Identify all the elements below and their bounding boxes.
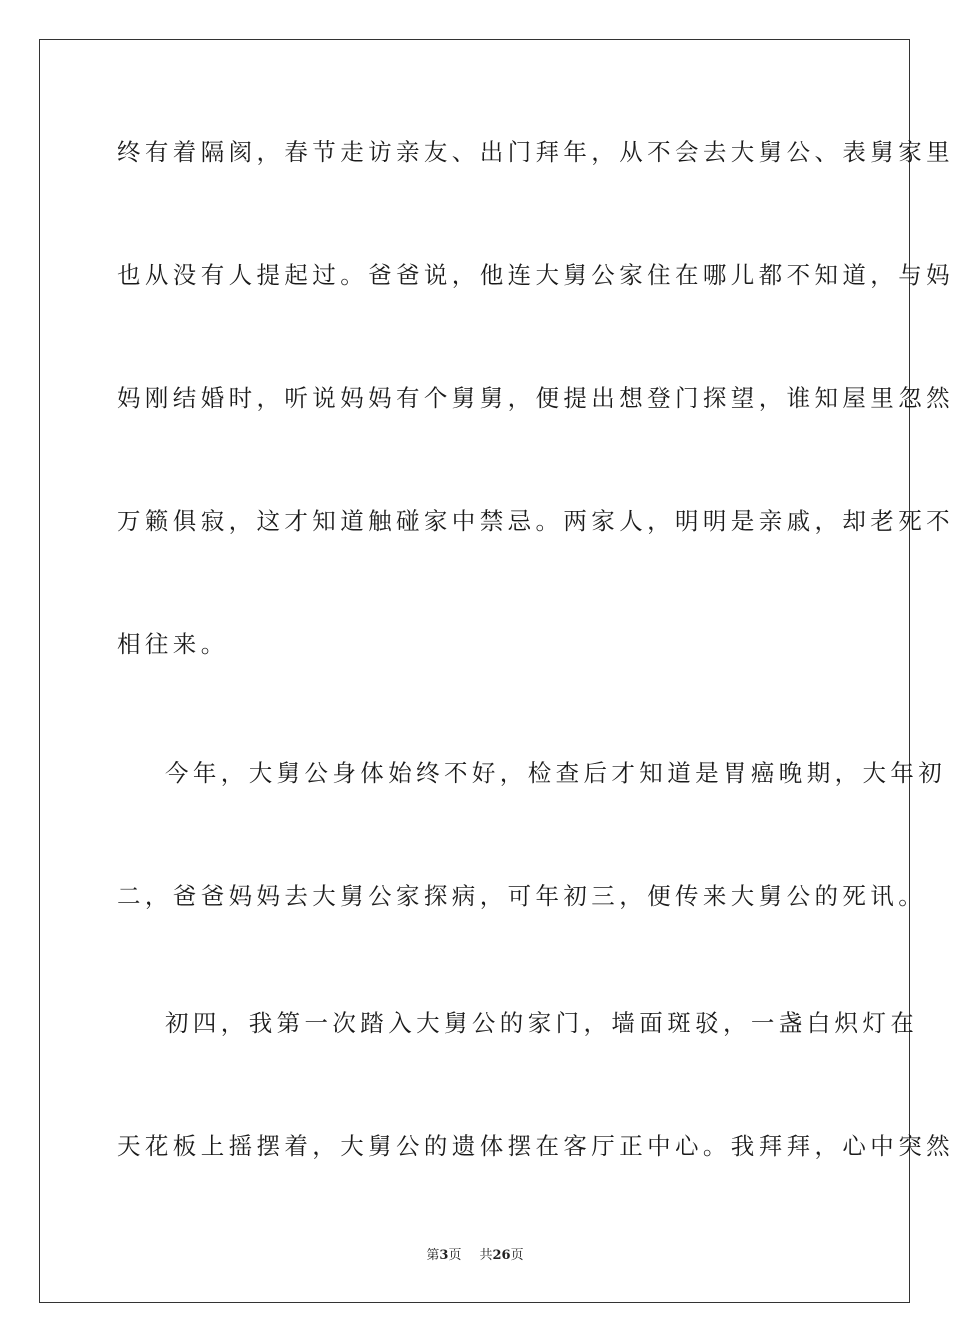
text-line: 天花板上摇摆着，大舅公的遗体摆在客厅正中心。我拜拜，心中突然 <box>117 1132 954 1160</box>
text-line: 今年，大舅公身体始终不好，检查后才知道是胃癌晚期，大年初 <box>165 759 947 787</box>
text-line: 二，爸爸妈妈去大舅公家探病，可年初三，便传来大舅公的死讯。 <box>117 882 927 910</box>
text-line: 妈刚结婚时，听说妈妈有个舅舅，便提出想登门探望，谁知屋里忽然 <box>117 384 954 412</box>
text-line: 终有着隔阂，春节走访亲友、出门拜年，从不会去大舅公、表舅家里 <box>117 138 954 166</box>
total-prefix: 共 <box>479 1248 493 1263</box>
text-line: 初四，我第一次踏入大舅公的家门，墙面斑驳，一盏白炽灯在 <box>165 1009 919 1037</box>
page-frame <box>39 39 954 1303</box>
page-prefix: 第 <box>426 1248 440 1263</box>
page-total: 26 <box>492 1248 511 1263</box>
page-current: 3 <box>439 1248 449 1263</box>
page-footer <box>0 1247 950 1265</box>
text-line: 也从没有人提起过。爸爸说，他连大舅公家住在哪儿都不知道，与妈 <box>117 261 954 289</box>
page-suffix: 页 <box>448 1248 462 1263</box>
text-line: 相往来。 <box>117 630 229 658</box>
total-suffix: 页 <box>510 1248 524 1263</box>
text-line: 万籁俱寂，这才知道触碰家中禁忌。两家人，明明是亲戚，却老死不 <box>117 507 954 535</box>
